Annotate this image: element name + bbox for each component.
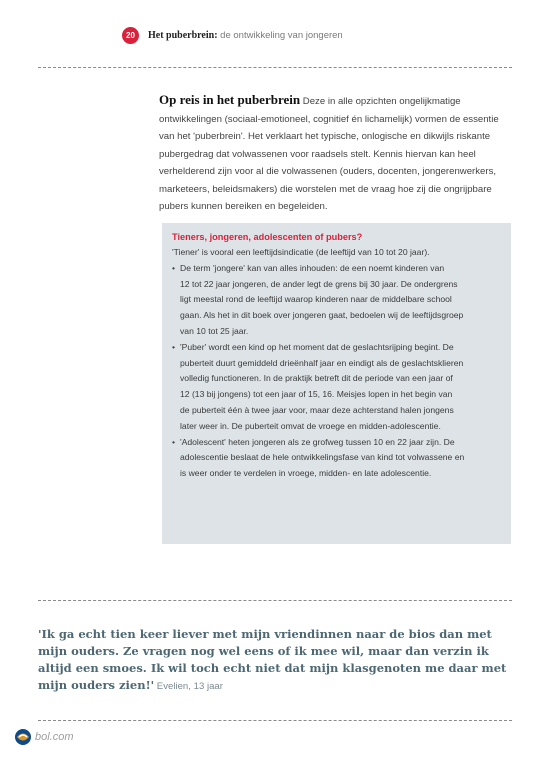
info-box-intro: 'Tiener' is vooral een leeftijdsindicatie (de leeftijd van 10 tot 20 jaar). — [172, 247, 430, 257]
running-header — [122, 26, 343, 44]
page-number-badge: 20 — [122, 27, 139, 44]
list-line: 'Puber' wordt een kind op het moment dat de geslachtsrijping begint. De — [180, 341, 454, 352]
quote-line: mijn ouders. Ze vragen nog wel eens of ik mee wil, maar dan verzin ik — [38, 644, 489, 658]
quote-line: mijn ouders zien!' — [38, 678, 155, 692]
bol-logo-icon — [14, 728, 32, 746]
section-title: Op reis in het puberbrein — [159, 92, 301, 107]
info-box-heading: Tieners, jongeren, adolescenten of pubers? — [172, 232, 363, 242]
list-line: 12 (13 bij jongens) tot een jaar of 15, 16. Meisjes lopen in het begin van — [180, 389, 453, 400]
list-line: gaan. Als het in dit boek over jongeren gaat, bedoelen wij de leeftijdsgroep — [180, 310, 464, 321]
running-head-title — [148, 30, 343, 41]
watermark — [14, 728, 74, 746]
list-item — [172, 261, 499, 340]
bottom-divider — [38, 720, 512, 721]
list-line: is weer onder te verdelen in vroege, midden- en late adolescentie. — [180, 468, 432, 479]
bullet-icon: • — [172, 262, 176, 273]
quote-line: altijd een smoes. Ik wil toch echt niet dat mijn klasgenoten me daar met — [38, 661, 507, 675]
intro-line: Deze in alle opzichten ongelijkmatige — [300, 96, 461, 107]
list-line: 'Adolescent' heten jongeren als ze grofweg tussen 10 en 22 jaar zijn. De — [180, 436, 455, 447]
running-head-bold: Het puberbrein: — [148, 29, 218, 41]
pull-quote — [38, 626, 512, 695]
intro-line: pubers kunnen bereiken en begeleiden. — [159, 201, 328, 212]
running-head-subtitle: de ontwikkeling van jongeren — [217, 29, 343, 41]
info-box — [162, 223, 511, 544]
list-line: ligt meestal rond de leeftijd waarop kinderen naar de middelbare school — [180, 294, 452, 305]
top-divider — [38, 67, 512, 68]
quote-line: 'Ik ga echt tien keer liever met mijn vriendinnen naar de bios dan met — [38, 627, 492, 641]
list-line: later weer in. De puberteit omvat de vroege en midden-adolescentie. — [180, 420, 441, 431]
quote-author: Evelien, 13 jaar — [154, 681, 223, 692]
intro-line: van het 'puberbrein'. Het verklaart het typische, onlogische en dikwijls riskante — [159, 131, 491, 142]
list-item — [172, 435, 499, 482]
intro-paragraph — [159, 91, 510, 216]
intro-line: pubergedrag dat volwassenen voor raadsels stelt. Kennis hiervan kan heel — [159, 148, 476, 160]
info-box-list — [172, 261, 499, 482]
watermark-text: bol.com — [35, 731, 74, 743]
intro-line: marketeers, beleidsmakers) die worstelen met de vraag hoe zij die ongrijpbare — [159, 183, 492, 195]
bullet-icon: • — [172, 436, 176, 447]
list-item — [172, 340, 499, 435]
intro-line: ontwikkelingen (sociaal-emotioneel, cognitief én lichamelijk) vormen de essentie — [159, 113, 499, 125]
list-line: volledig functioneren. In de praktijk betreft dit de periode van een jaar of — [180, 373, 453, 384]
bullet-icon: • — [172, 341, 176, 352]
quote-top-divider — [38, 600, 512, 601]
list-line: 12 tot 22 jaar jongeren, de ander legt de grens bij 30 jaar. De ondergrens — [180, 278, 458, 289]
list-line: de puberteit één à twee jaar voor, maar deze achterstand halen jongens — [180, 404, 454, 415]
intro-line: verhelderend zijn voor al die volwassenen (ouders, docenten, jongerenwerkers, — [159, 166, 497, 177]
list-line: puberteit duurt gemiddeld drieënhalf jaar en eindigt als de geslachtsklieren — [180, 357, 464, 368]
list-line: De term 'jongere' kan van alles inhouden: de een noemt kinderen van — [180, 262, 445, 273]
list-line: adolescentie beslaat de hele ontwikkelingsfase van kind tot volwassene en — [180, 452, 465, 463]
list-line: van 10 tot 25 jaar. — [180, 325, 249, 336]
